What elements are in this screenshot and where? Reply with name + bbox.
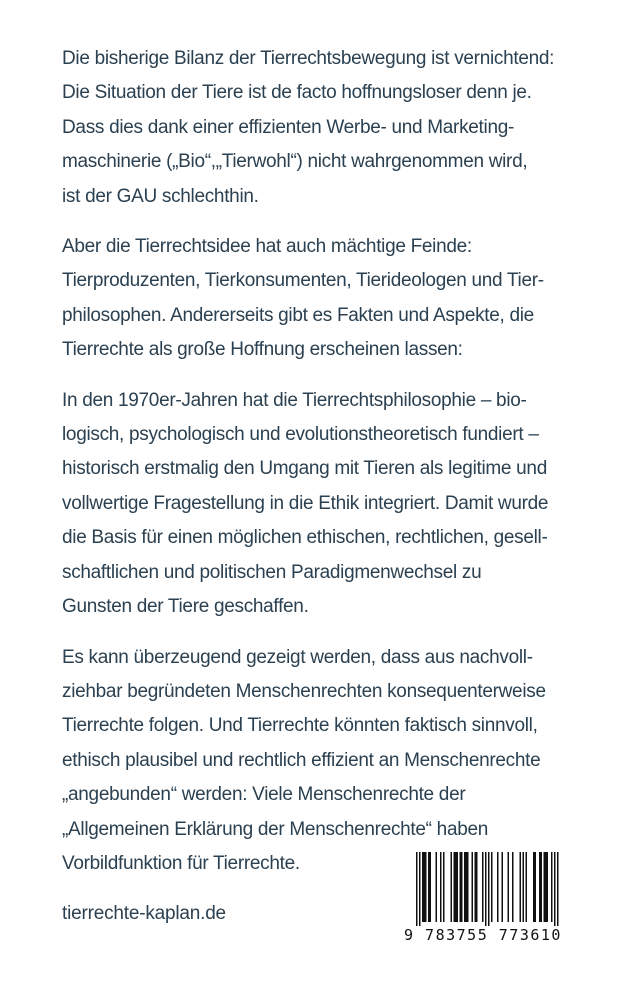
text-line: historisch erstmalig den Umgang mit Tieren als legitime und bbox=[62, 458, 547, 480]
barcode-bar bbox=[544, 852, 546, 922]
text-line: Es kann überzeugend gezeigt werden, dass aus nachvoll- bbox=[62, 646, 533, 668]
barcode-bar bbox=[464, 852, 466, 922]
barcode-bar bbox=[475, 852, 477, 922]
barcode-bar bbox=[416, 852, 418, 926]
barcode-bar bbox=[472, 852, 474, 922]
text-line: vollwertige Fragestellung in die Ethik integriert. Damit wurde bbox=[62, 492, 549, 514]
barcode-bar bbox=[547, 852, 549, 922]
paragraph-2 bbox=[62, 230, 582, 368]
barcode-bar bbox=[554, 852, 556, 926]
barcode-bar bbox=[497, 852, 499, 922]
barcode-bar bbox=[461, 852, 463, 922]
barcode-bar bbox=[443, 852, 445, 922]
barcode-bar bbox=[545, 852, 547, 922]
barcode-bar bbox=[476, 852, 478, 922]
barcode-bar bbox=[539, 852, 541, 922]
text-line: Die bisherige Bilanz der Tierrechtsbewegung ist vernichtend: bbox=[62, 48, 555, 69]
barcode-bar bbox=[488, 852, 490, 926]
text-line: In den 1970er-Jahren hat die Tierrechtsphilosophie – bio- bbox=[62, 389, 527, 411]
isbn-barcode bbox=[402, 852, 570, 952]
barcode-bar bbox=[523, 852, 525, 922]
text-line: Tierrechte als große Hoffnung erscheinen lassen: bbox=[62, 339, 463, 361]
isbn-digits: 9 783755 773610 bbox=[404, 926, 562, 944]
barcode-bars bbox=[402, 852, 570, 926]
text-line: Aber die Tierrechtsidee hat auch mächtige Feinde: bbox=[62, 236, 472, 258]
text-line: ist der GAU schlechthin. bbox=[62, 185, 259, 207]
text-line: ziehbar begründeten Menschenrechten konsequenterweise bbox=[62, 680, 546, 702]
text-line: Vorbildfunktion für Tierrechte. bbox=[62, 852, 300, 874]
barcode-bar bbox=[466, 852, 468, 922]
barcode-bar bbox=[460, 852, 462, 922]
barcode-bar bbox=[455, 852, 457, 922]
barcode-bar bbox=[557, 852, 559, 926]
barcode-bar bbox=[425, 852, 427, 922]
barcode-bar bbox=[422, 852, 424, 922]
barcode-bar bbox=[491, 852, 493, 922]
text-line: philosophen. Andererseits gibt es Fakten und Aspekte, die bbox=[62, 304, 534, 326]
barcode-bar bbox=[541, 852, 543, 922]
barcode-bar bbox=[551, 852, 553, 922]
barcode-bar bbox=[467, 852, 469, 922]
barcode-bar bbox=[430, 852, 432, 922]
barcode-bar bbox=[485, 852, 487, 926]
barcode-bar bbox=[520, 852, 522, 922]
barcode-bar bbox=[508, 852, 510, 922]
text-line: „angebunden“ werden: Viele Menschenrechte der bbox=[62, 784, 466, 806]
text-line: Tierproduzenten, Tierkonsumenten, Tierideologen und Tier- bbox=[62, 270, 544, 292]
paragraph-1 bbox=[62, 42, 582, 214]
barcode-bar bbox=[482, 852, 484, 922]
text-line: Gunsten der Tiere geschaffen. bbox=[62, 596, 309, 618]
barcode-bar bbox=[428, 852, 430, 922]
paragraph-3 bbox=[62, 384, 582, 625]
barcode-bar bbox=[457, 852, 459, 922]
barcode-bar bbox=[535, 852, 537, 922]
text-line: Dass dies dank einer effizienten Werbe- und Marketing- bbox=[62, 116, 515, 138]
text-line: Tierrechte folgen. Und Tierrechte könnten faktisch sinnvoll, bbox=[62, 715, 538, 737]
paragraph-4 bbox=[62, 641, 582, 882]
barcode-bar bbox=[440, 852, 442, 922]
barcode-bar bbox=[419, 852, 421, 926]
barcode-bar bbox=[526, 852, 528, 922]
text-line: logisch, psychologisch und evolutionstheoretisch fundiert – bbox=[62, 424, 539, 446]
barcode-bar bbox=[533, 852, 535, 922]
text-line: schaftlichen und politischen Paradigmenwechsel zu bbox=[62, 561, 482, 583]
barcode-bar bbox=[451, 852, 453, 922]
text-line: ethisch plausibel und rechtlich effizient an Menschenrechte bbox=[62, 749, 541, 771]
website-url: tierrechte-kaplan.de bbox=[62, 903, 226, 924]
text-line: Die Situation der Tiere ist de facto hoffnungsloser denn je. bbox=[62, 82, 532, 104]
text-line: „Allgemeinen Erklärung der Menschenrechte“ haben bbox=[62, 818, 489, 840]
text-line: die Basis für einen möglichen ethischen, rechtlichen, gesell- bbox=[62, 527, 548, 549]
barcode-bar bbox=[454, 852, 456, 922]
text-line: maschinerie („Bio“,„Tierwohl“) nicht wahrgenommen wird, bbox=[62, 151, 528, 173]
barcode-bar bbox=[502, 852, 504, 922]
barcode-bar bbox=[512, 852, 514, 922]
blurb-text bbox=[62, 42, 582, 897]
barcode-bar bbox=[424, 852, 426, 922]
barcode-bar bbox=[436, 852, 438, 922]
